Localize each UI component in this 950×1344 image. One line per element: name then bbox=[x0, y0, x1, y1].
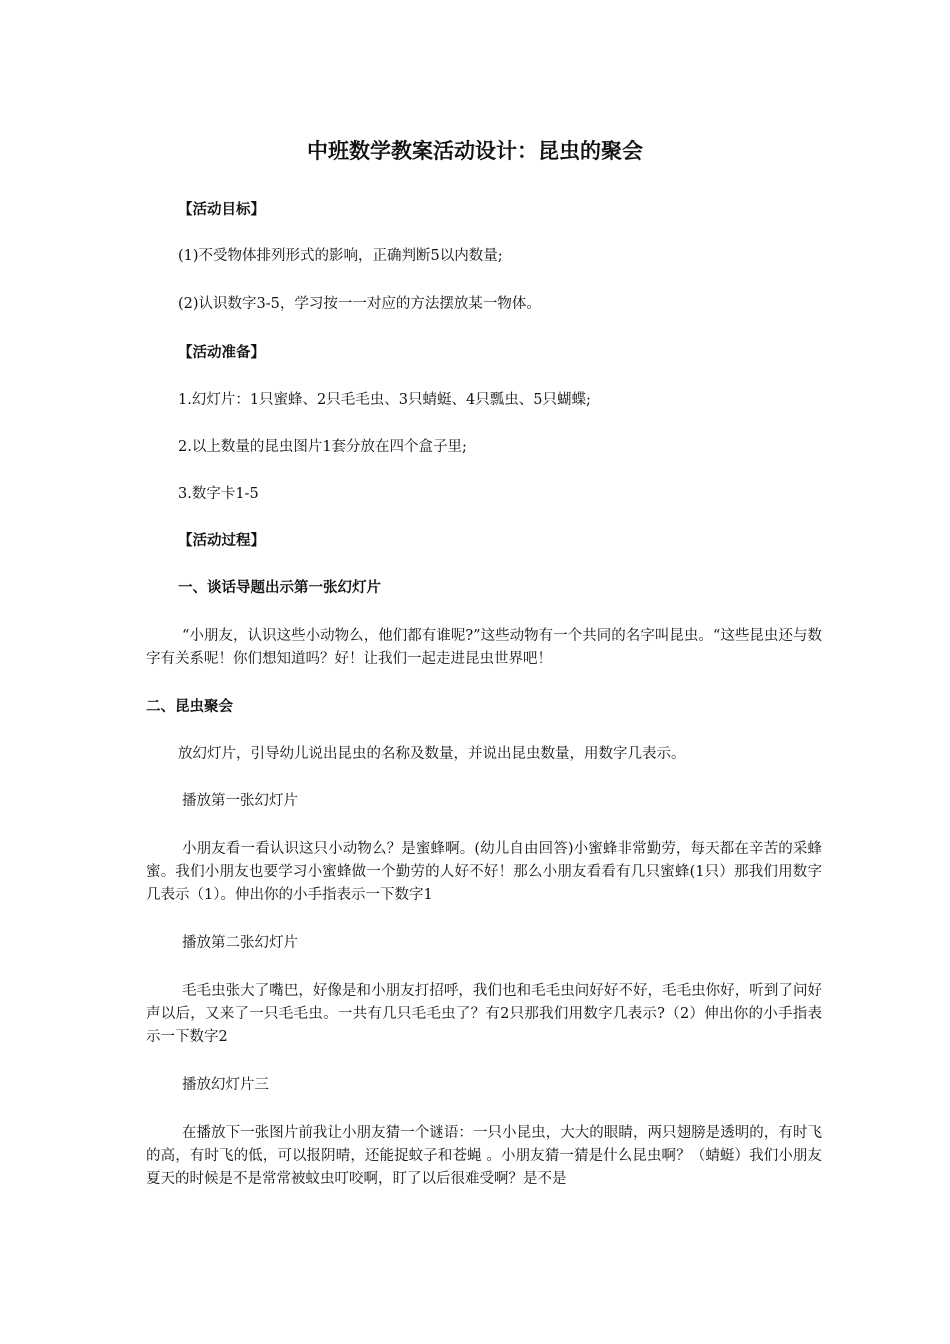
step-heading-1: 一、谈话导题出示第一张幻灯片 bbox=[178, 580, 381, 596]
step-heading-2: 二、昆虫聚会 bbox=[146, 699, 233, 715]
section-heading-goals: 【活动目标】 bbox=[178, 202, 265, 218]
slide-paragraph-3: 在播放下一张图片前我让小朋友猜一个谜语：一只小昆虫，大大的眼睛，两只翅膀是透明的，有时飞的高，有时飞的低，可以报阴晴，还能捉蚊子和苍蝇 。小朋友猜一猜是什么昆虫啊？（蜻蜓）我们小朋友夏天的时候是不是常常被蚊虫叮咬啊，盯了以后很难受啊？是不是 bbox=[146, 1125, 822, 1187]
step-2-intro: 放幻灯片，引导幼儿说出昆虫的名称及数量，并说出昆虫数量，用数字几表示。 bbox=[178, 746, 686, 762]
goal-item-1: (1)不受物体排列形式的影响，正确判断5以内数量; bbox=[178, 248, 503, 264]
document-title: 中班数学教案活动设计：昆虫的聚会 bbox=[307, 139, 643, 163]
prep-item-3: 3.数字卡1-5 bbox=[178, 486, 259, 502]
prep-item-2: 2.以上数量的昆虫图片1套分放在四个盒子里; bbox=[178, 439, 467, 455]
prep-item-1: 1.幻灯片：1只蜜蜂、2只毛毛虫、3只蜻蜓、4只瓢虫、5只蝴蝶; bbox=[178, 392, 591, 408]
section-heading-process: 【活动过程】 bbox=[178, 533, 265, 549]
slide-label-1: 播放第一张幻灯片 bbox=[182, 793, 298, 809]
section-heading-preparation: 【活动准备】 bbox=[178, 345, 265, 361]
goal-item-2: (2)认识数字3-5，学习按一一对应的方法摆放某一物体。 bbox=[178, 296, 541, 312]
slide-paragraph-1: 小朋友看一看认识这只小动物么？是蜜蜂啊。(幼儿自由回答)小蜜蜂非常勤劳，每天都在辛苦的采蜂蜜。我们小朋友也要学习小蜜蜂做一个勤劳的人好不好！那么小朋友看看有几只蜜蜂(1只）那我们用数字几表示（1）。伸出你的小手指表示一下数字1 bbox=[146, 841, 822, 903]
slide-label-2: 播放第二张幻灯片 bbox=[182, 935, 298, 951]
step-paragraph-1: “小朋友，认识这些小动物么，他们都有谁呢?”这些动物有一个共同的名字叫昆虫。“这些昆虫还与数字有关系呢！你们想知道吗？好！让我们一起走进昆虫世界吧！ bbox=[146, 628, 822, 667]
slide-paragraph-2: 毛毛虫张大了嘴巴，好像是和小朋友打招呼，我们也和毛毛虫问好好不好，毛毛虫你好，听到了问好声以后，又来了一只毛毛虫。一共有几只毛毛虫了？有2只那我们用数字几表示?（2）伸出你的小手指表示一下数字2 bbox=[146, 983, 822, 1045]
slide-label-3: 播放幻灯片三 bbox=[182, 1077, 269, 1093]
